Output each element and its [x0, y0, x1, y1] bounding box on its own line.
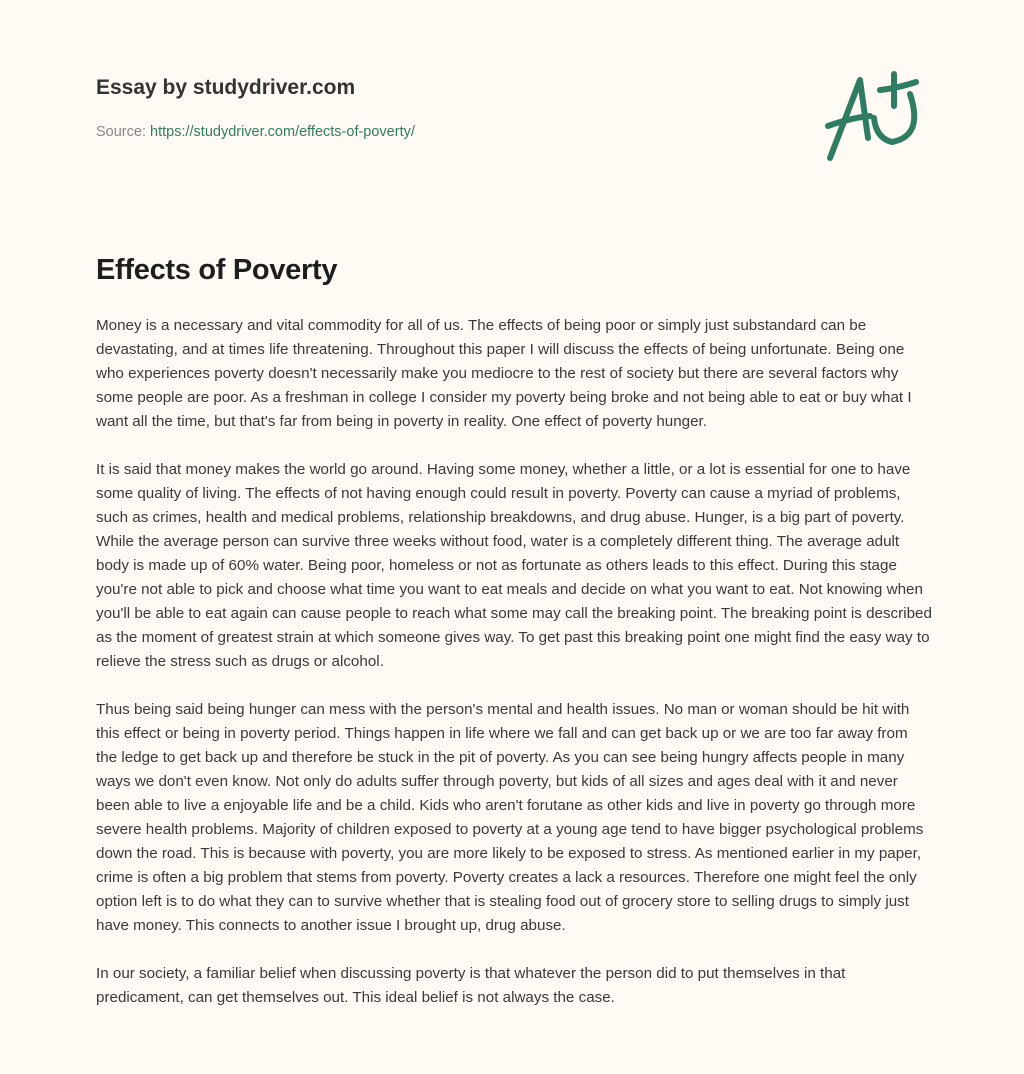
essay-title: Effects of Poverty	[96, 254, 338, 286]
paragraph: In our society, a familiar belief when discussing poverty is that whatever the person did to put themselves in that predicament, can get themselves out. This ideal belief is not always the case.	[96, 965, 846, 1006]
paragraph: Money is a necessary and vital commodity for all of us. The effects of being poor or simply just substandard can be devastating, and at times life threatening. Throughout this paper I will discuss the effects of being unfortunate. Being one who experiences poverty doesn't necessarily make you mediocre to the rest of society but there are several factors why some people are poor. As a freshman in college I consider my poverty being broke and not being able to eat or buy what I want all the time, but that's far from being in poverty in reality. One effect of poverty hunger.	[96, 317, 912, 430]
essay-body	[96, 314, 932, 1034]
source-link[interactable]: https://studydriver.com/effects-of-poverty/	[150, 124, 415, 140]
source-label: Source:	[96, 124, 146, 140]
paragraph: It is said that money makes the world go around. Having some money, whether a little, or a lot is essential for one to have some quality of living. The effects of not having enough could result in poverty. Poverty can cause a myriad of problems, such as crimes, health and medical problems, relationship breakdowns, and drug abuse. Hunger, is a big part of poverty. While the average person can survive three weeks without food, water is a completely different thing. The average adult body is made up of 60% water. Being poor, homeless or not as fortunate as others leads to this effect. During this stage you're not able to pick and choose what time you want to eat meals and decide on what you want to eat. Not knowing when you'll be able to eat again can cause people to reach what some may call the breaking point. The breaking point is described as the moment of greatest strain at which someone gives way. To get past this breaking point one might find the easy way to relieve the stress such as drugs or alcohol.	[96, 461, 932, 670]
a-plus-logo-icon	[820, 66, 930, 166]
site-title: Essay by studydriver.com	[96, 76, 356, 99]
paragraph: Thus being said being hunger can mess with the person's mental and health issues. No man or woman should be hit with this effect or being in poverty period. Things happen in life where we fall and can get back up or we are too far away from the ledge to get back up and therefore be stuck in the pit of poverty. As you can see being hungry affects people in many ways we don't even know. Not only do adults suffer through poverty, but kids of all sizes and ages deal with it and never been able to live a enjoyable life and be a child. Kids who aren't forutane as other kids and live in poverty go through more severe health problems. Majority of children exposed to poverty at a young age tend to have bigger psychological problems down the road. This is because with poverty, you are more likely to be exposed to stress. As mentioned earlier in my paper, crime is often a big problem that stems from poverty. Poverty creates a lack a resources. Therefore one might feel the only option left is to do what they can to survive whether that is stealing food out of grocery store to selling drugs to simply just have money. This connects to another issue I brought up, drug abuse.	[96, 701, 924, 934]
source-line	[96, 124, 415, 140]
